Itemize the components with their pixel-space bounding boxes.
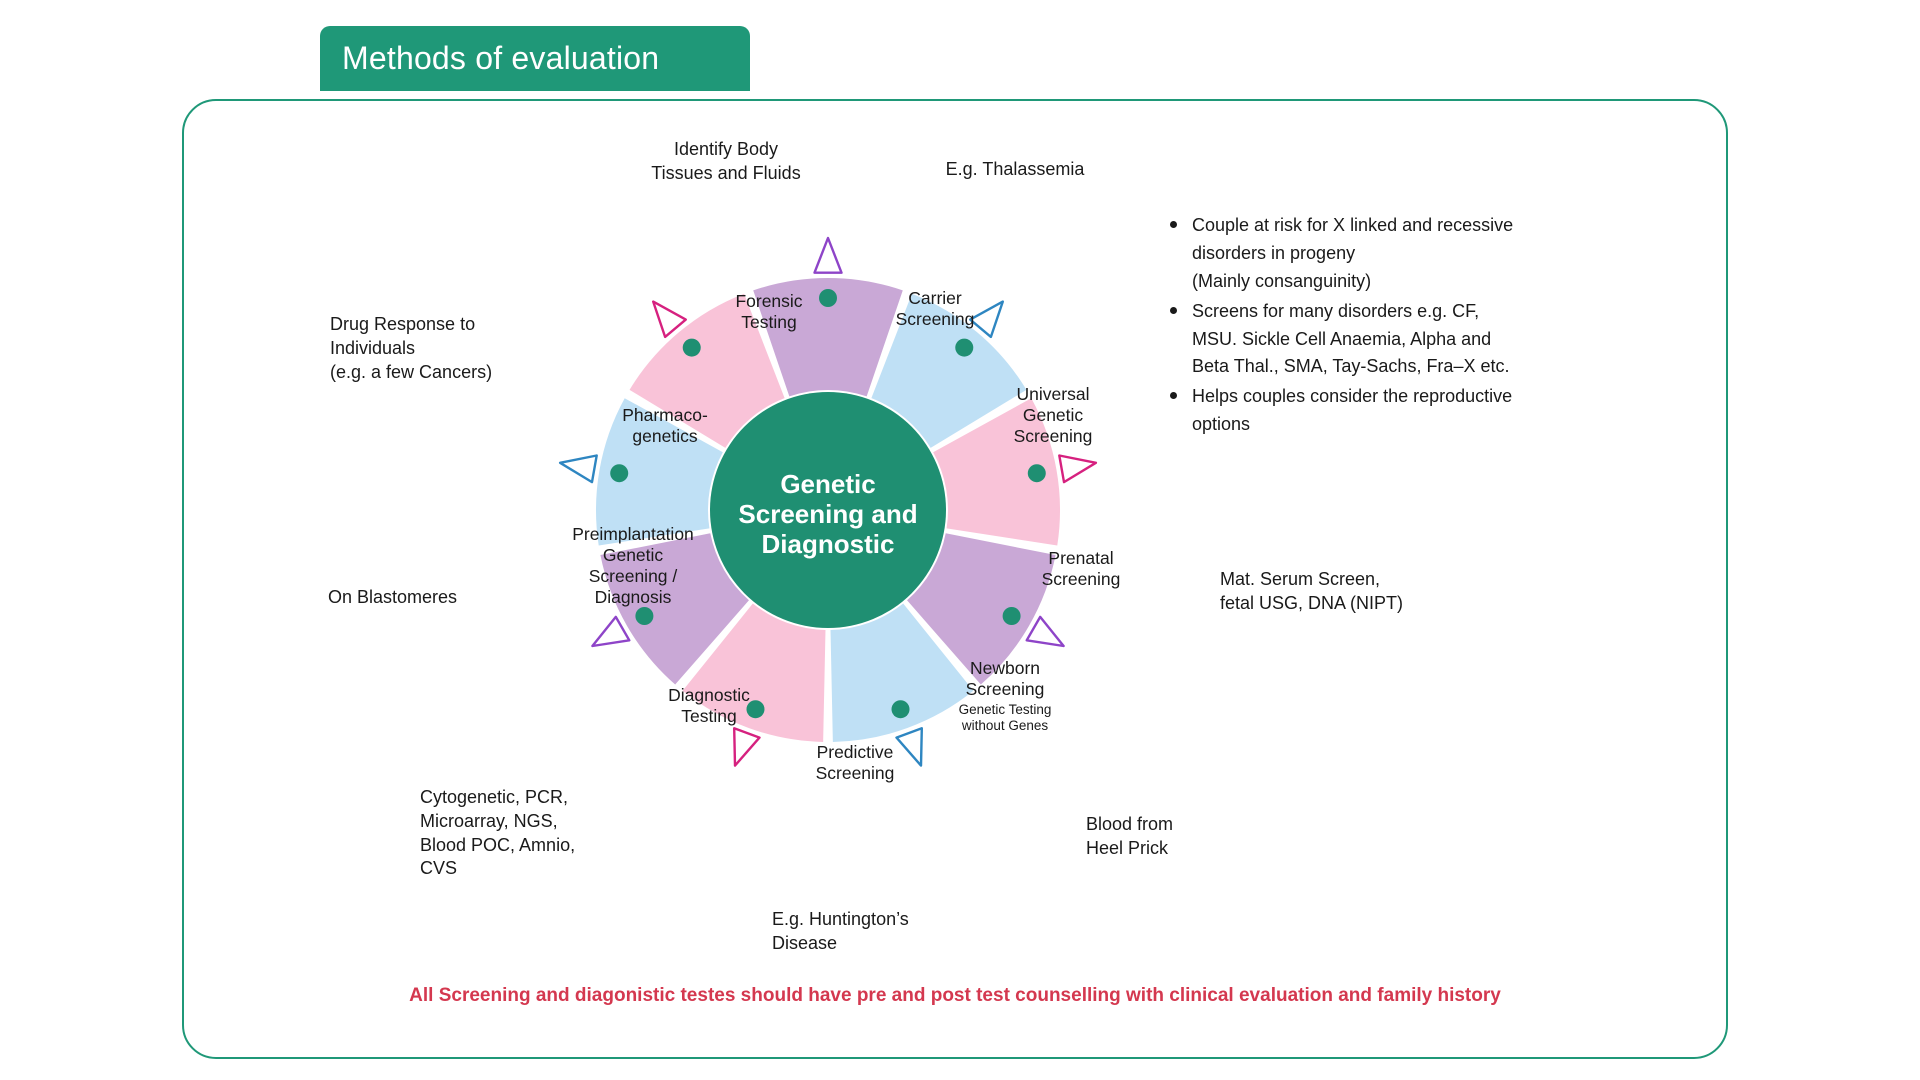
callout-newborn-text: Blood from Heel Prick	[1086, 814, 1174, 858]
bullet-line: options	[1192, 414, 1251, 435]
pointer-arrow-icon	[815, 238, 842, 273]
label-pharmacogenetics-text: Pharmaco- genetics	[622, 405, 708, 446]
bullet-item	[1168, 298, 1588, 382]
bullet-dot-icon	[1170, 221, 1177, 228]
bullet-line: (Mainly consanguinity)	[1192, 270, 1372, 291]
center-line-3: Diagnostic	[761, 528, 895, 559]
callout-carrier	[900, 158, 1130, 182]
marker-dot-diagnostic-testing	[635, 607, 653, 625]
center-line-2: Screening and	[738, 499, 918, 530]
slide-title-tab	[320, 26, 750, 91]
label-predictive-screening	[770, 742, 940, 784]
label-preimplantation-text: Preimplantation Genetic Screening / Diagnosis	[572, 524, 694, 607]
label-forensic-testing	[684, 291, 854, 333]
callout-preimplantation	[328, 586, 508, 610]
label-prenatal-screening	[996, 548, 1166, 590]
center-label	[728, 470, 928, 560]
pointer-arrow-icon	[1059, 456, 1096, 483]
callout-diagnostic	[420, 786, 640, 881]
bullet-line: Helps couples consider the reproductive	[1192, 386, 1513, 407]
callout-prenatal-text: Mat. Serum Screen, fetal USG, DNA (NIPT)	[1220, 569, 1404, 613]
pointer-arrow-icon	[1027, 617, 1064, 646]
label-universal-genetic-screening	[968, 384, 1138, 447]
bullet-dot-icon	[1170, 307, 1177, 314]
bullet-item	[1168, 383, 1588, 439]
footer-note: All Screening and diagonistic testes should have pre and post test counselling with clinical evaluation and family history	[409, 985, 1501, 1006]
bullet-line: Screens for many disorders e.g. CF,	[1192, 300, 1480, 321]
label-predictive-screening-text: Predictive Screening	[815, 742, 895, 783]
label-preimplantation	[548, 524, 718, 608]
bullet-list	[1168, 212, 1588, 441]
marker-dot-preimplantation	[610, 464, 628, 482]
bullet-line: MSU. Sickle Cell Anaemia, Alpha and	[1192, 328, 1492, 349]
marker-dot-newborn-screening	[892, 700, 910, 718]
center-line-1: Genetic	[780, 469, 876, 500]
label-newborn-screening	[920, 658, 1090, 734]
label-forensic-testing-text: Forensic Testing	[735, 291, 803, 332]
callout-forensic-text: Identify Body Tissues and Fluids	[651, 139, 801, 183]
callout-prenatal	[1220, 568, 1480, 616]
label-prenatal-screening-text: Prenatal Screening	[1041, 548, 1121, 589]
slide-title: Methods of evaluation	[342, 40, 660, 76]
callout-forensic	[621, 138, 831, 186]
pointer-arrow-icon	[734, 728, 759, 765]
marker-dot-prenatal-screening	[1003, 607, 1021, 625]
marker-dot-carrier-screening	[955, 339, 973, 357]
bullet-item	[1168, 212, 1588, 296]
label-diagnostic-testing-text: Diagnostic Testing	[668, 685, 750, 726]
callout-pharmacogenetics-text: Drug Response to Individuals (e.g. a few Cancers)	[330, 314, 493, 382]
callout-pharmacogenetics	[330, 313, 545, 384]
callout-predictive-text: E.g. Huntington’s Disease	[772, 909, 909, 953]
pointer-arrow-icon	[592, 617, 629, 646]
callout-predictive	[772, 908, 1002, 956]
bullet-line: Beta Thal., SMA, Tay-Sachs, Fra–X etc.	[1192, 356, 1510, 377]
bullet-dot-icon	[1170, 392, 1177, 399]
pointer-arrow-icon	[560, 456, 597, 483]
label-universal-genetic-screening-text: Universal Genetic Screening	[1013, 384, 1093, 446]
label-carrier-screening	[850, 288, 1020, 330]
label-newborn-screening-text: Newborn Screening	[965, 658, 1045, 699]
label-newborn-screening-sub: Genetic Testing without Genes	[958, 702, 1052, 734]
label-diagnostic-testing	[624, 685, 794, 727]
callout-diagnostic-text: Cytogenetic, PCR, Microarray, NGS, Blood POC, Amnio, CVS	[420, 787, 576, 879]
bullet-line: Couple at risk for X linked and recessive	[1192, 215, 1514, 235]
callout-newborn	[1086, 813, 1266, 861]
label-carrier-screening-text: Carrier Screening	[895, 288, 975, 329]
bullet-line: disorders in progeny	[1192, 242, 1356, 263]
label-pharmacogenetics	[580, 405, 750, 447]
callout-preimplantation-text: On Blastomeres	[328, 587, 458, 607]
marker-dot-universal-genetic	[1028, 464, 1046, 482]
callout-carrier-text: E.g. Thalassemia	[945, 159, 1085, 179]
marker-dot-pharmacogenetics	[683, 339, 701, 357]
